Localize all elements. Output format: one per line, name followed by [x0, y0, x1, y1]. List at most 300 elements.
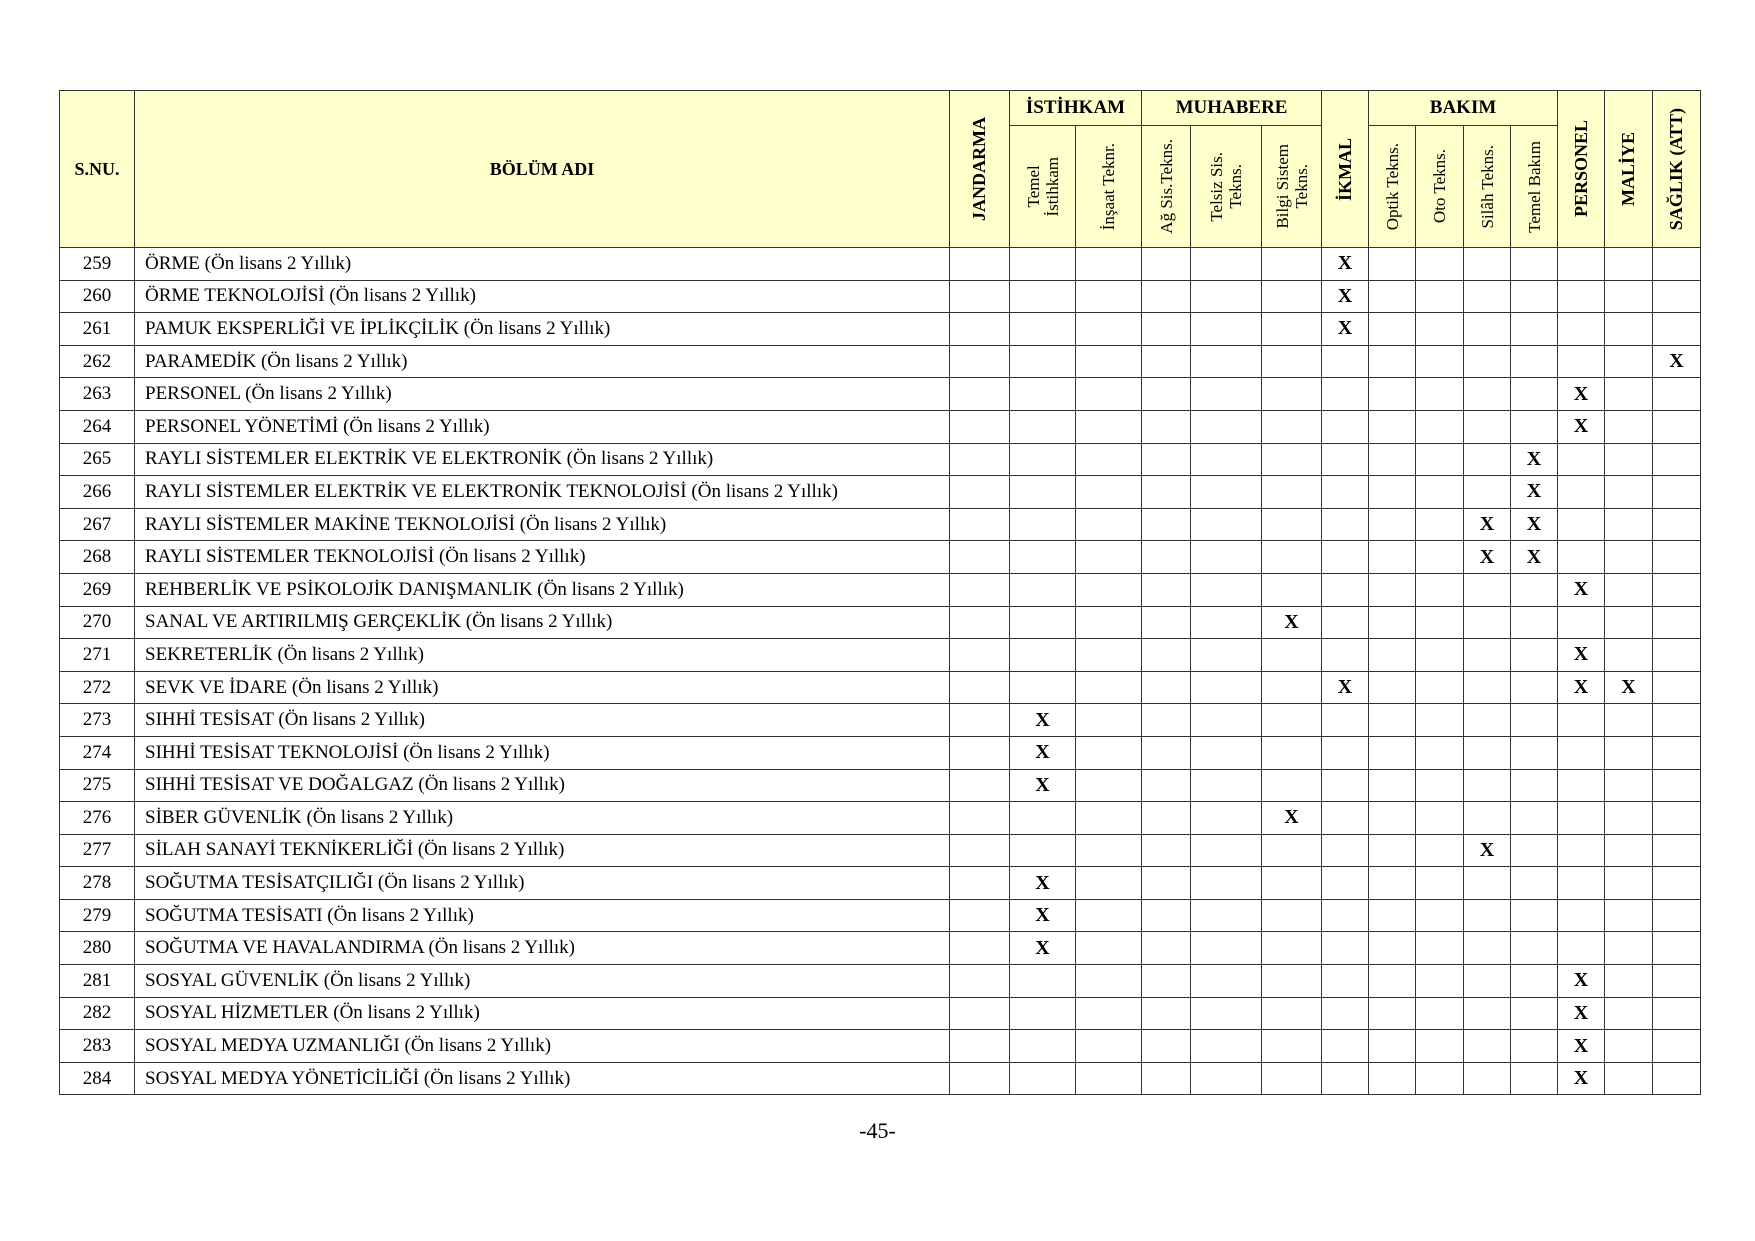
row-name: SEVK VE İDARE (Ön lisans 2 Yıllık) [135, 671, 950, 704]
mark-cell [1076, 508, 1142, 541]
mark-cell [1191, 932, 1262, 965]
mark-cell [1653, 769, 1701, 802]
mark-cell [1464, 639, 1511, 672]
mark-cell [1653, 1030, 1701, 1063]
table-row [60, 508, 1701, 541]
row-sno: 265 [60, 443, 135, 476]
mark-cell [1558, 280, 1605, 313]
mark-cell [1191, 834, 1262, 867]
mark-cell [1369, 1030, 1416, 1063]
mark-cell [1558, 541, 1605, 574]
mark-cell [1511, 378, 1558, 411]
mark-cell [1191, 736, 1262, 769]
mark-cell [1464, 769, 1511, 802]
mark-cell [1369, 704, 1416, 737]
mark-cell [1010, 508, 1076, 541]
row-sno: 277 [60, 834, 135, 867]
mark-cell [1010, 280, 1076, 313]
mark-cell [1416, 313, 1464, 346]
table-row [60, 248, 1701, 281]
mark-cell [1416, 606, 1464, 639]
row-name: SIHHİ TESİSAT (Ön lisans 2 Yıllık) [135, 704, 950, 737]
row-sno: 270 [60, 606, 135, 639]
header-silah-tekns: Silâh Tekns. [1464, 126, 1511, 248]
row-sno: 283 [60, 1030, 135, 1063]
mark-cell [1653, 867, 1701, 900]
row-name: SANAL VE ARTIRILMIŞ GERÇEKLİK (Ön lisans 2 Yıllık) [135, 606, 950, 639]
mark-cell [1511, 1062, 1558, 1095]
table-row [60, 997, 1701, 1030]
mark-cell [1262, 997, 1322, 1030]
mark-cell [1605, 313, 1653, 346]
header-bakim: BAKIM [1369, 91, 1558, 126]
header-oto-tekns: Oto Tekns. [1416, 126, 1464, 248]
mark-cell [1076, 671, 1142, 704]
row-name: PERSONEL YÖNETİMİ (Ön lisans 2 Yıllık) [135, 410, 950, 443]
header-ag-sis-tekns: Ağ Sis.Tekns. [1142, 126, 1191, 248]
mark-cell [1653, 834, 1701, 867]
mark-cell [1262, 1062, 1322, 1095]
row-sno: 273 [60, 704, 135, 737]
mark-cell [1076, 410, 1142, 443]
mark-cell [1511, 736, 1558, 769]
mark-cell [1322, 443, 1369, 476]
row-name: PAMUK EKSPERLİĞİ VE İPLİKÇİLİK (Ön lisans 2 Yıllık) [135, 313, 950, 346]
mark-cell [950, 345, 1010, 378]
table-row [60, 704, 1701, 737]
mark-cell [1322, 606, 1369, 639]
mark-cell [1369, 280, 1416, 313]
row-name: SIHHİ TESİSAT TEKNOLOJİSİ (Ön lisans 2 Yıllık) [135, 736, 950, 769]
mark-cell [1369, 639, 1416, 672]
row-name: SOSYAL MEDYA UZMANLIĞI (Ön lisans 2 Yıllık) [135, 1030, 950, 1063]
mark-cell [1262, 639, 1322, 672]
mark-cell [1369, 736, 1416, 769]
mark-cell [950, 867, 1010, 900]
mark-cell [1322, 704, 1369, 737]
mark-cell [1076, 1030, 1142, 1063]
mark-cell [1142, 508, 1191, 541]
mark-cell [950, 606, 1010, 639]
row-sno: 279 [60, 899, 135, 932]
mark-cell [1076, 345, 1142, 378]
mark-cell [950, 639, 1010, 672]
mark-cell [950, 1062, 1010, 1095]
mark-cell [1076, 867, 1142, 900]
mark-cell [1142, 671, 1191, 704]
mark-cell [1511, 313, 1558, 346]
table-row [60, 410, 1701, 443]
mark-cell [1262, 965, 1322, 998]
mark-cell [1464, 410, 1511, 443]
mark-cell [1369, 802, 1416, 835]
row-sno: 269 [60, 573, 135, 606]
mark-cell [1262, 769, 1322, 802]
row-sno: 276 [60, 802, 135, 835]
row-sno: 284 [60, 1062, 135, 1095]
table-body [60, 248, 1701, 1095]
mark-cell [1076, 1062, 1142, 1095]
mark-cell [1511, 1030, 1558, 1063]
mark-cell [1369, 313, 1416, 346]
mark-cell [1605, 965, 1653, 998]
mark-cell [1369, 671, 1416, 704]
mark-cell: X [1558, 997, 1605, 1030]
mark-cell: X [1464, 834, 1511, 867]
mark-cell [1605, 1030, 1653, 1063]
mark-cell [1653, 541, 1701, 574]
mark-cell [1653, 997, 1701, 1030]
mark-cell [950, 573, 1010, 606]
mark-cell [1262, 671, 1322, 704]
mark-cell [1010, 573, 1076, 606]
mark-cell [1605, 704, 1653, 737]
row-name: SEKRETERLİK (Ön lisans 2 Yıllık) [135, 639, 950, 672]
mark-cell [1369, 769, 1416, 802]
mark-cell [1322, 867, 1369, 900]
mark-cell [1558, 704, 1605, 737]
mark-cell [1262, 899, 1322, 932]
row-sno: 272 [60, 671, 135, 704]
mark-cell [950, 802, 1010, 835]
table-row [60, 671, 1701, 704]
mark-cell [1605, 280, 1653, 313]
mark-cell [1010, 378, 1076, 411]
mark-cell: X [1010, 769, 1076, 802]
mark-cell [1605, 736, 1653, 769]
mark-cell: X [1322, 248, 1369, 281]
row-sno: 259 [60, 248, 135, 281]
mark-cell [1416, 704, 1464, 737]
mark-cell [1191, 443, 1262, 476]
row-sno: 266 [60, 476, 135, 509]
mark-cell [1605, 476, 1653, 509]
mark-cell [1653, 410, 1701, 443]
mark-cell: X [1558, 573, 1605, 606]
mark-cell [1416, 997, 1464, 1030]
mark-cell [1076, 834, 1142, 867]
mark-cell [1369, 248, 1416, 281]
row-name: SİBER GÜVENLİK (Ön lisans 2 Yıllık) [135, 802, 950, 835]
mark-cell: X [1511, 476, 1558, 509]
mark-cell [1653, 313, 1701, 346]
mark-cell [950, 965, 1010, 998]
header-bilgi-sistem-tekns: Bilgi Sistem Tekns. [1262, 126, 1322, 248]
header-telsiz-sis-tekns: Telsiz Sis. Tekns. [1191, 126, 1262, 248]
mark-cell [1262, 867, 1322, 900]
mark-cell [1416, 280, 1464, 313]
table-row [60, 1030, 1701, 1063]
mark-cell [1262, 443, 1322, 476]
mark-cell [1605, 997, 1653, 1030]
mark-cell [1010, 410, 1076, 443]
mark-cell [1605, 769, 1653, 802]
row-sno: 271 [60, 639, 135, 672]
mark-cell [1605, 508, 1653, 541]
mark-cell [1511, 639, 1558, 672]
mark-cell: X [1558, 1030, 1605, 1063]
mark-cell [1191, 508, 1262, 541]
table-row [60, 345, 1701, 378]
mark-cell [1558, 443, 1605, 476]
mark-cell [1322, 476, 1369, 509]
mark-cell [1464, 736, 1511, 769]
mark-cell [1322, 736, 1369, 769]
mark-cell [1464, 802, 1511, 835]
mark-cell [1464, 704, 1511, 737]
mark-cell [1464, 345, 1511, 378]
mark-cell [1558, 313, 1605, 346]
mark-cell [1558, 802, 1605, 835]
header-personel: PERSONEL [1558, 91, 1605, 248]
mark-cell [950, 704, 1010, 737]
mark-cell: X [1464, 508, 1511, 541]
row-name: RAYLI SİSTEMLER MAKİNE TEKNOLOJİSİ (Ön lisans 2 Yıllık) [135, 508, 950, 541]
header-insaat-teknr: İnşaat Teknr. [1076, 126, 1142, 248]
row-name: SOĞUTMA VE HAVALANDIRMA (Ön lisans 2 Yıllık) [135, 932, 950, 965]
mark-cell: X [1010, 899, 1076, 932]
mark-cell [1262, 280, 1322, 313]
mark-cell [1511, 671, 1558, 704]
mark-cell [1653, 508, 1701, 541]
mark-cell [1191, 671, 1262, 704]
mark-cell [950, 280, 1010, 313]
row-name: SOĞUTMA TESİSATI (Ön lisans 2 Yıllık) [135, 899, 950, 932]
mark-cell [1605, 345, 1653, 378]
header-name: BÖLÜM ADI [135, 91, 950, 248]
table-row [60, 573, 1701, 606]
mark-cell [1416, 476, 1464, 509]
mark-cell [1076, 704, 1142, 737]
mark-cell: X [1558, 965, 1605, 998]
mark-cell [1191, 639, 1262, 672]
mark-cell [1511, 932, 1558, 965]
mark-cell [950, 997, 1010, 1030]
mark-cell [1464, 476, 1511, 509]
mark-cell [950, 508, 1010, 541]
mark-cell [1558, 736, 1605, 769]
mark-cell [1605, 834, 1653, 867]
mark-cell [1262, 378, 1322, 411]
header-muhabere: MUHABERE [1142, 91, 1322, 126]
mark-cell [1369, 606, 1416, 639]
mark-cell [1653, 899, 1701, 932]
mark-cell: X [1010, 867, 1076, 900]
row-name: ÖRME (Ön lisans 2 Yıllık) [135, 248, 950, 281]
mark-cell [1076, 736, 1142, 769]
row-name: REHBERLİK VE PSİKOLOJİK DANIŞMANLIK (Ön lisans 2 Yıllık) [135, 573, 950, 606]
mark-cell [1191, 606, 1262, 639]
mark-cell: X [1558, 671, 1605, 704]
mark-cell [1464, 997, 1511, 1030]
mark-cell [1142, 899, 1191, 932]
mark-cell [1511, 248, 1558, 281]
mark-cell [1142, 769, 1191, 802]
mark-cell [1558, 476, 1605, 509]
mark-cell [1416, 541, 1464, 574]
mark-cell [1010, 443, 1076, 476]
row-sno: 278 [60, 867, 135, 900]
mark-cell [1262, 248, 1322, 281]
row-name: RAYLI SİSTEMLER TEKNOLOJİSİ (Ön lisans 2 Yıllık) [135, 541, 950, 574]
row-sno: 263 [60, 378, 135, 411]
mark-cell [1142, 345, 1191, 378]
mark-cell [1511, 769, 1558, 802]
header-optik-tekns: Optik Tekns. [1369, 126, 1416, 248]
mark-cell [1511, 899, 1558, 932]
mark-cell [1262, 704, 1322, 737]
row-name: SİLAH SANAYİ TEKNİKERLİĞİ (Ön lisans 2 Yıllık) [135, 834, 950, 867]
mark-cell [1076, 313, 1142, 346]
mark-cell [1010, 476, 1076, 509]
mark-cell [1191, 280, 1262, 313]
table-row [60, 899, 1701, 932]
row-sno: 260 [60, 280, 135, 313]
row-name: SOSYAL MEDYA YÖNETİCİLİĞİ (Ön lisans 2 Yıllık) [135, 1062, 950, 1095]
row-name: SOSYAL HİZMETLER (Ön lisans 2 Yıllık) [135, 997, 950, 1030]
row-sno: 282 [60, 997, 135, 1030]
mark-cell [1262, 313, 1322, 346]
row-name: ÖRME TEKNOLOJİSİ (Ön lisans 2 Yıllık) [135, 280, 950, 313]
mark-cell [1191, 965, 1262, 998]
mark-cell [1076, 573, 1142, 606]
mark-cell [1464, 965, 1511, 998]
mark-cell [1142, 443, 1191, 476]
mark-cell [1191, 573, 1262, 606]
header-istihkam: İSTİHKAM [1010, 91, 1142, 126]
mark-cell [1653, 965, 1701, 998]
mark-cell: X [1511, 541, 1558, 574]
mark-cell [1191, 1062, 1262, 1095]
mark-cell [1558, 867, 1605, 900]
mark-cell [1142, 932, 1191, 965]
mark-cell [1142, 736, 1191, 769]
mark-cell: X [1605, 671, 1653, 704]
mark-cell [1010, 345, 1076, 378]
mark-cell [1369, 932, 1416, 965]
mark-cell [1653, 573, 1701, 606]
mark-cell: X [1262, 802, 1322, 835]
row-name: SOĞUTMA TESİSATÇILIĞI (Ön lisans 2 Yıllık) [135, 867, 950, 900]
mark-cell [1076, 965, 1142, 998]
mark-cell [1262, 736, 1322, 769]
mark-cell [1369, 1062, 1416, 1095]
mark-cell [1511, 704, 1558, 737]
mark-cell [1322, 345, 1369, 378]
mark-cell [1653, 443, 1701, 476]
mark-cell [1142, 1030, 1191, 1063]
mark-cell [1464, 932, 1511, 965]
mark-cell: X [1464, 541, 1511, 574]
mark-cell [1653, 476, 1701, 509]
mark-cell [1653, 280, 1701, 313]
table-row [60, 1062, 1701, 1095]
row-name: PARAMEDİK (Ön lisans 2 Yıllık) [135, 345, 950, 378]
mark-cell [950, 443, 1010, 476]
mark-cell [1262, 410, 1322, 443]
department-table [59, 90, 1701, 1095]
mark-cell [1511, 280, 1558, 313]
mark-cell [1322, 508, 1369, 541]
mark-cell [1191, 378, 1262, 411]
table-row [60, 965, 1701, 998]
header-sno: S.NU. [60, 91, 135, 248]
mark-cell [1511, 410, 1558, 443]
mark-cell [950, 378, 1010, 411]
mark-cell [1076, 606, 1142, 639]
table-row [60, 443, 1701, 476]
mark-cell [1076, 541, 1142, 574]
row-sno: 275 [60, 769, 135, 802]
mark-cell [1416, 671, 1464, 704]
mark-cell [1511, 867, 1558, 900]
mark-cell [950, 769, 1010, 802]
mark-cell [1416, 736, 1464, 769]
mark-cell [1369, 834, 1416, 867]
mark-cell [1262, 573, 1322, 606]
mark-cell [1369, 443, 1416, 476]
table-row [60, 313, 1701, 346]
mark-cell [1322, 834, 1369, 867]
mark-cell [1605, 248, 1653, 281]
mark-cell [1511, 997, 1558, 1030]
mark-cell [1605, 932, 1653, 965]
mark-cell [1191, 802, 1262, 835]
mark-cell [1369, 899, 1416, 932]
mark-cell [1322, 573, 1369, 606]
mark-cell [1605, 899, 1653, 932]
mark-cell [1653, 736, 1701, 769]
mark-cell [950, 899, 1010, 932]
mark-cell [1010, 1062, 1076, 1095]
mark-cell [1010, 802, 1076, 835]
mark-cell [1416, 508, 1464, 541]
mark-cell [1076, 997, 1142, 1030]
mark-cell [1262, 508, 1322, 541]
mark-cell [1191, 997, 1262, 1030]
row-sno: 268 [60, 541, 135, 574]
mark-cell [1322, 965, 1369, 998]
mark-cell [950, 834, 1010, 867]
mark-cell [1558, 345, 1605, 378]
mark-cell [1416, 573, 1464, 606]
row-name: PERSONEL (Ön lisans 2 Yıllık) [135, 378, 950, 411]
mark-cell [1369, 573, 1416, 606]
mark-cell [1511, 573, 1558, 606]
mark-cell [1369, 508, 1416, 541]
mark-cell [1322, 378, 1369, 411]
mark-cell: X [1653, 345, 1701, 378]
mark-cell [1322, 997, 1369, 1030]
mark-cell [1369, 541, 1416, 574]
mark-cell [1010, 834, 1076, 867]
mark-cell [1322, 932, 1369, 965]
mark-cell [1511, 834, 1558, 867]
mark-cell [1142, 378, 1191, 411]
mark-cell [1010, 997, 1076, 1030]
mark-cell [1464, 573, 1511, 606]
mark-cell [1262, 345, 1322, 378]
mark-cell [1262, 1030, 1322, 1063]
mark-cell [1142, 1062, 1191, 1095]
header-temel-istihkam: Temel İstihkam [1010, 126, 1076, 248]
mark-cell: X [1010, 932, 1076, 965]
mark-cell [1605, 573, 1653, 606]
table-row [60, 769, 1701, 802]
mark-cell [1605, 867, 1653, 900]
mark-cell [1464, 280, 1511, 313]
mark-cell [1558, 606, 1605, 639]
